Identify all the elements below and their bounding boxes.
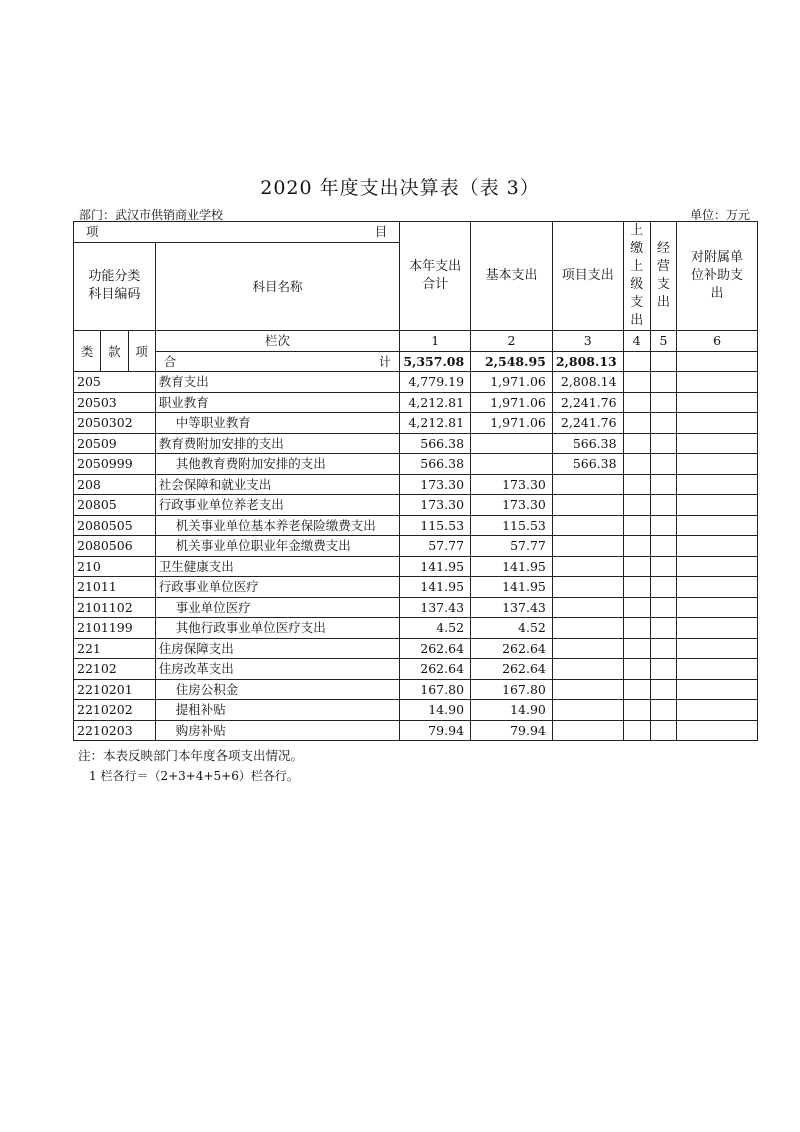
row-name: 行政事业单位养老支出 — [155, 495, 400, 516]
row-code: 2210202 — [74, 700, 156, 721]
table-row — [74, 679, 758, 700]
row-total: 4.52 — [400, 618, 471, 639]
header-col-subsidy: 对附属单位补助支出 — [677, 222, 758, 331]
row-code: 2101102 — [74, 597, 156, 618]
row-basic: 167.80 — [471, 679, 553, 700]
row-total: 566.38 — [400, 433, 471, 454]
table-row — [74, 700, 758, 721]
expenditure-table — [73, 221, 758, 741]
table-row — [74, 495, 758, 516]
row-total: 79.94 — [400, 720, 471, 741]
col-number-4: 4 — [623, 331, 650, 352]
table-header — [74, 222, 758, 372]
total-project: 2,808.13 — [552, 351, 623, 372]
row-basic: 137.43 — [471, 597, 553, 618]
row-basic: 1,971.06 — [471, 372, 553, 393]
row-project — [552, 495, 623, 516]
row-project — [552, 638, 623, 659]
col-number-3: 3 — [552, 331, 623, 352]
note-line-1: 注：本表反映部门本年度各项支出情况。 — [78, 748, 304, 763]
table-row — [74, 659, 758, 680]
header-col-upper: 上缴上级支出 — [623, 222, 650, 331]
table-row — [74, 577, 758, 598]
header-lanci: 栏次 — [155, 331, 400, 352]
row-basic: 57.77 — [471, 536, 553, 557]
row-code: 20509 — [74, 433, 156, 454]
header-subject-name: 科目名称 — [155, 242, 400, 330]
row-project: 2,808.14 — [552, 372, 623, 393]
row-name: 中等职业教育 — [155, 413, 400, 434]
row-total: 173.30 — [400, 474, 471, 495]
row-code: 21011 — [74, 577, 156, 598]
col-number-6: 6 — [677, 331, 758, 352]
col-number-1: 1 — [400, 331, 471, 352]
col-number-2: 2 — [471, 331, 553, 352]
row-name: 住房改革支出 — [155, 659, 400, 680]
row-total: 141.95 — [400, 577, 471, 598]
row-code: 208 — [74, 474, 156, 495]
table-row — [74, 638, 758, 659]
row-basic — [471, 433, 553, 454]
row-name: 卫生健康支出 — [155, 556, 400, 577]
table-body — [74, 372, 758, 741]
department-label: 部门：武汉市供销商业学校 — [79, 208, 224, 222]
header-xiang-col: 项 — [128, 331, 155, 372]
row-project — [552, 536, 623, 557]
row-total: 566.38 — [400, 454, 471, 475]
header-func-code: 功能分类科目编码 — [74, 242, 156, 330]
row-project — [552, 659, 623, 680]
row-total: 14.90 — [400, 700, 471, 721]
row-code: 2050302 — [74, 413, 156, 434]
header-mu: 目 — [374, 224, 388, 240]
header-col-basic: 基本支出 — [471, 222, 553, 331]
note-line-2: 1 栏各行＝（2+3+4+5+6）栏各行。 — [89, 769, 299, 783]
row-name: 购房补贴 — [155, 720, 400, 741]
row-basic: 1,971.06 — [471, 413, 553, 434]
header-kuan: 款 — [101, 331, 128, 372]
row-project — [552, 556, 623, 577]
table-row — [74, 720, 758, 741]
row-code: 22102 — [74, 659, 156, 680]
table-row — [74, 556, 758, 577]
row-code: 210 — [74, 556, 156, 577]
table-row — [74, 433, 758, 454]
row-basic: 1,971.06 — [471, 392, 553, 413]
row-code: 2080506 — [74, 536, 156, 557]
row-total: 115.53 — [400, 515, 471, 536]
row-code: 2210201 — [74, 679, 156, 700]
row-project: 2,241.76 — [552, 413, 623, 434]
row-total: 4,212.81 — [400, 413, 471, 434]
page-title: 2020 年度支出决算表（表 3） — [260, 177, 540, 199]
row-project — [552, 700, 623, 721]
header-col-total: 本年支出合计 — [400, 222, 471, 331]
table-row — [74, 454, 758, 475]
row-project: 2,241.76 — [552, 392, 623, 413]
row-basic: 262.64 — [471, 659, 553, 680]
row-code: 2210203 — [74, 720, 156, 741]
row-total: 262.64 — [400, 659, 471, 680]
row-name: 提租补贴 — [155, 700, 400, 721]
row-name: 职业教育 — [155, 392, 400, 413]
table-row — [74, 413, 758, 434]
row-total: 57.77 — [400, 536, 471, 557]
row-project — [552, 577, 623, 598]
row-name: 教育支出 — [155, 372, 400, 393]
row-basic: 173.30 — [471, 495, 553, 516]
table-row — [74, 515, 758, 536]
total-value: 5,357.08 — [400, 351, 471, 372]
row-project: 566.38 — [552, 433, 623, 454]
row-name: 事业单位医疗 — [155, 597, 400, 618]
table-row — [74, 392, 758, 413]
row-name: 机关事业单位基本养老保险缴费支出 — [155, 515, 400, 536]
row-basic: 115.53 — [471, 515, 553, 536]
row-name: 住房公积金 — [155, 679, 400, 700]
header-item-row — [74, 222, 400, 243]
row-name: 其他教育费附加安排的支出 — [155, 454, 400, 475]
row-basic: 4.52 — [471, 618, 553, 639]
row-basic: 141.95 — [471, 556, 553, 577]
row-basic: 79.94 — [471, 720, 553, 741]
row-name: 行政事业单位医疗 — [155, 577, 400, 598]
row-basic — [471, 454, 553, 475]
row-total: 137.43 — [400, 597, 471, 618]
row-project — [552, 597, 623, 618]
row-code: 2080505 — [74, 515, 156, 536]
header-col-business: 经营支出 — [650, 222, 676, 331]
row-name: 住房保障支出 — [155, 638, 400, 659]
row-code: 2101199 — [74, 618, 156, 639]
row-total: 4,779.19 — [400, 372, 471, 393]
row-name: 其他行政事业单位医疗支出 — [155, 618, 400, 639]
table-row — [74, 618, 758, 639]
row-basic: 173.30 — [471, 474, 553, 495]
row-project — [552, 618, 623, 639]
header-lei: 类 — [74, 331, 101, 372]
table-row — [74, 536, 758, 557]
row-total: 4,212.81 — [400, 392, 471, 413]
header-col-project: 项目支出 — [552, 222, 623, 331]
unit-label: 单位：万元 — [689, 208, 750, 222]
row-code: 20503 — [74, 392, 156, 413]
col-number-5: 5 — [650, 331, 676, 352]
row-basic: 141.95 — [471, 577, 553, 598]
total-label: 合 计 — [155, 351, 400, 372]
header-xiang: 项 — [86, 224, 99, 240]
row-basic: 14.90 — [471, 700, 553, 721]
table-row — [74, 474, 758, 495]
total-row — [74, 351, 758, 372]
row-code: 221 — [74, 638, 156, 659]
row-project — [552, 720, 623, 741]
row-code: 2050999 — [74, 454, 156, 475]
row-code: 20805 — [74, 495, 156, 516]
row-name: 教育费附加安排的支出 — [155, 433, 400, 454]
row-project — [552, 679, 623, 700]
table-row — [74, 372, 758, 393]
row-total: 262.64 — [400, 638, 471, 659]
row-total: 167.80 — [400, 679, 471, 700]
row-total: 173.30 — [400, 495, 471, 516]
row-name: 社会保障和就业支出 — [155, 474, 400, 495]
table-row — [74, 597, 758, 618]
row-code: 205 — [74, 372, 156, 393]
row-project: 566.38 — [552, 454, 623, 475]
row-project — [552, 474, 623, 495]
row-name: 机关事业单位职业年金缴费支出 — [155, 536, 400, 557]
total-basic: 2,548.95 — [471, 351, 553, 372]
row-total: 141.95 — [400, 556, 471, 577]
row-basic: 262.64 — [471, 638, 553, 659]
row-project — [552, 515, 623, 536]
